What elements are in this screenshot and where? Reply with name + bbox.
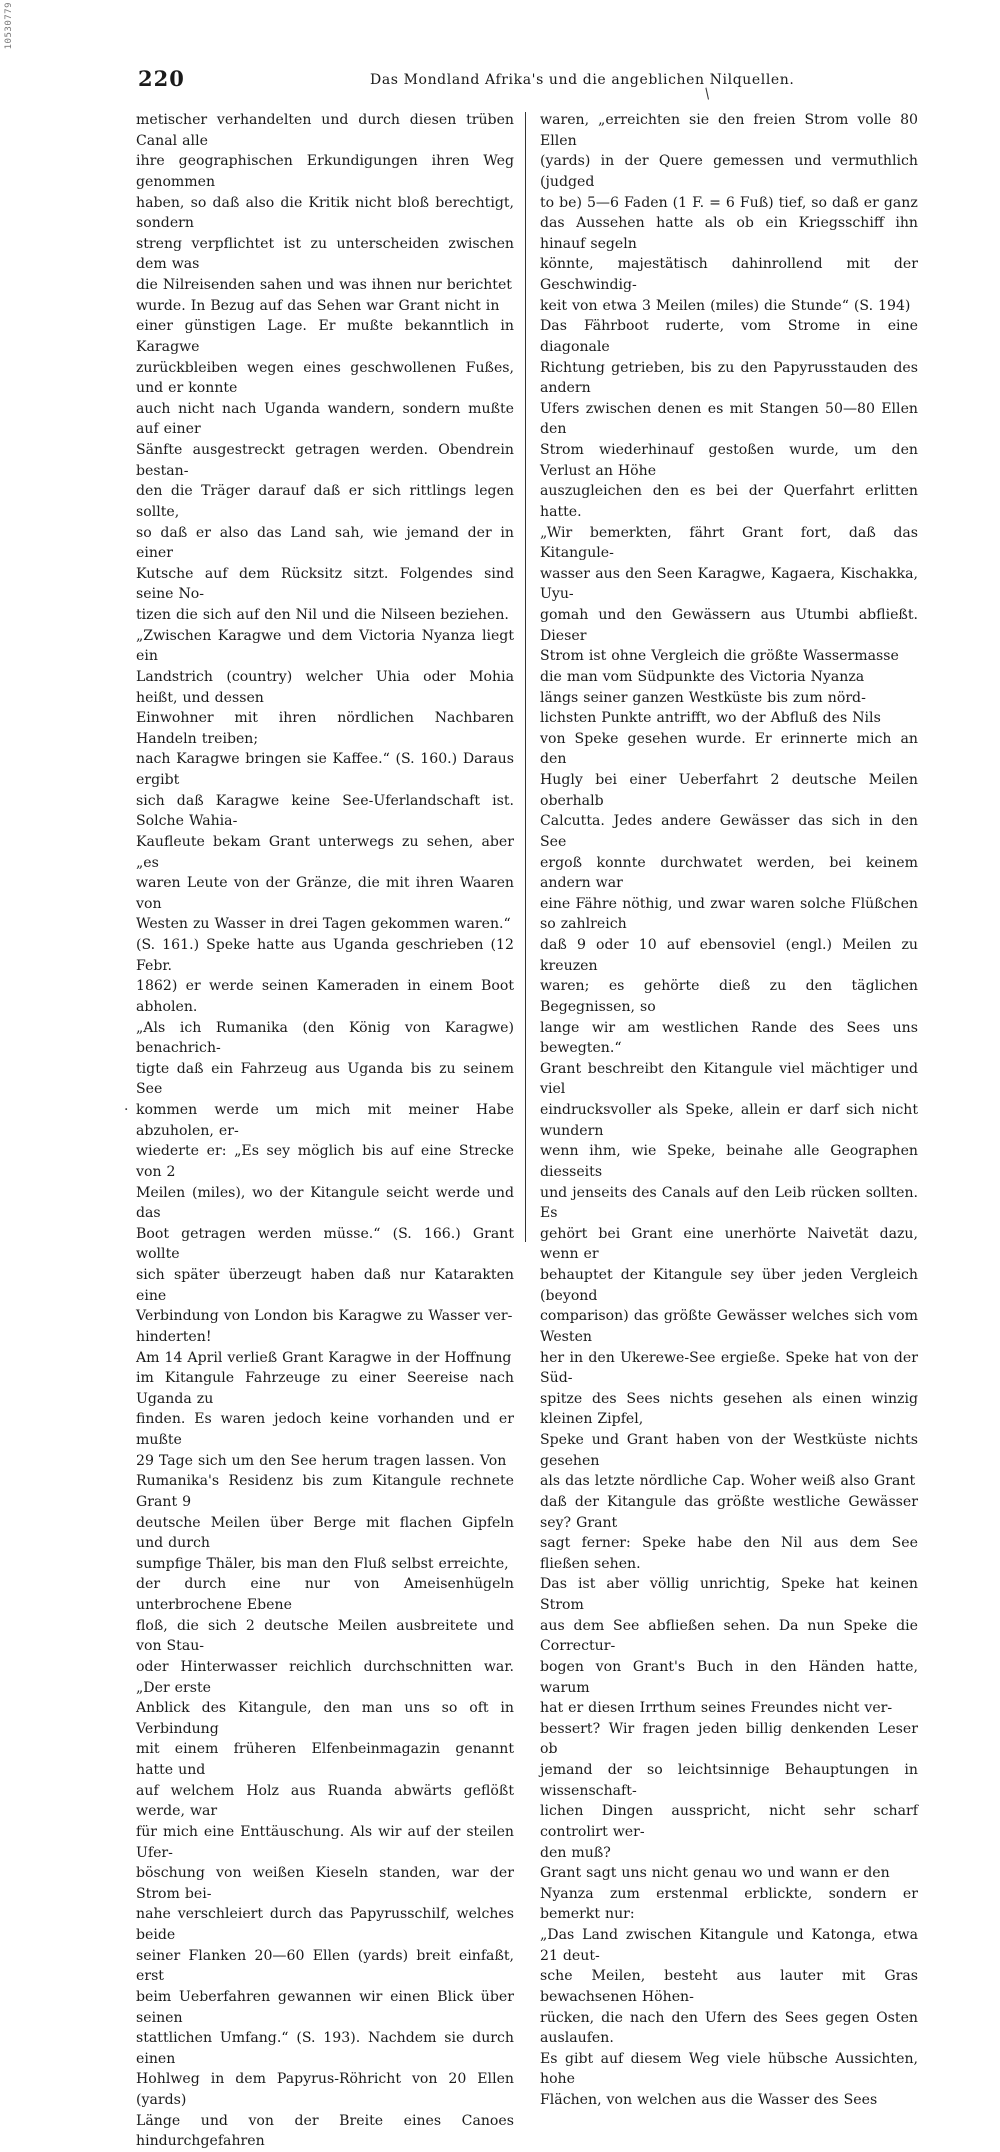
- paragraph: Am 14 April verließ Grant Karagwe in der Hoffnung im Kitangule Fahrzeuge zu einer Seereise nach Uganda zu finden. Es waren jedoch keine vorhanden und er mußte 29 Tage sich um den See herum tragen lassen. Von Rumanika's Residenz bis zum Kitangule rechnete Grant 9 deutsche Meilen über Berge mit flachen Gipfeln und durch sumpfige Thäler, bis man den Fluß selbst erreichte, der durch eine nur von Ameisenhügeln unterbrochene Ebene floß, die sich 2 deutsche Meilen ausbreitete und von Stau- oder Hinterwasser reichlich durchschnitten war. „Der erste Anblick des Kitangule, den man uns so oft in Verbindung mit einem früheren Elfenbeinmagazin genannt hatte und auf welchem Holz aus Ruanda abwärts geflößt werde, war für mich eine Enttäuschung. Als wir auf der steilen Ufer- böschung von weißen Kieseln standen, war der Strom bei- nahe verschleiert durch das Papyrusschilf, welches beide seiner Flanken 20—60 Ellen (yards) breit einfaßt, erst beim Ueberfahren gewannen wir einen Blick über seinen stattlichen Umfang.“ (S. 193). Nachdem sie durch einen Hohlweg in dem Papyrus-Röhricht von 20 Ellen (yards) Länge und von der Breite eines Canoes hindurchgefahren: [136, 1349, 514, 2150]
- margin-dot-mark: ·: [124, 1102, 129, 1118]
- running-title: Das Mondland Afrika's und die angeblichen Nilquellen.: [370, 72, 795, 88]
- right-column: [540, 110, 918, 2111]
- paragraph: „Zwischen Karagwe und dem Victoria Nyanza liegt ein Landstrich (country) welcher Uhia oder Mohia heißt, und dessen Einwohner mit ihren nördlichen Nachbaren Handeln treiben; nach Karagwe bringen sie Kaffee.“ (S. 160.) Daraus ergibt sich daß Karagwe keine See-Uferlandschaft ist. Solche Wahia- Kaufleute bekam Grant unterwegs zu sehen, aber „es waren Leute von der Gränze, die mit ihren Waaren von Westen zu Wasser in drei Tagen gekommen waren.“ (S. 161.) Speke hatte aus Uganda geschrieben (12 Febr. 1862) er werde seinen Kameraden in einem Boot abholen. „Als ich Rumanika (den König von Karagwe) benachrich- tigte daß ein Fahrzeug aus Uganda bis zu seinem See kommen werde um mich mit meiner Habe abzuholen, er- wiederte er: „Es sey möglich bis auf eine Strecke von 2 Meilen (miles), wo der Kitangule seicht werde und das Boot getragen werden müsse.“ (S. 166.) Grant wollte sich später überzeugt haben daß nur Katarakten eine Verbindung von London bis Karagwe zu Wasser ver- hinderten!: [136, 627, 514, 1345]
- paragraph: waren, „erreichten sie den freien Strom volle 80 Ellen (yards) in der Quere gemessen und vermuthlich (judged to be) 5—6 Faden (1 F. = 6 Fuß) tief, so daß er ganz das Aussehen hatte als ob ein Kriegsschiff ihn hinauf segeln könnte, majestätisch dahinrollend mit der Geschwindig- keit von etwa 3 Meilen (miles) die Stunde“ (S. 194) Das Fährboot ruderte, vom Strome in eine diagonale Richtung getrieben, bis zu den Papyrusstauden des andern Ufers zwischen denen es mit Stangen 50—80 Ellen den Strom wiederhinauf gestoßen wurde, um den Verlust an Höhe auszugleichen den es bei der Querfahrt erlitten hatte. „Wir bemerkten, fährt Grant fort, daß das Kitangule- wasser aus den Seen Karagwe, Kagaera, Kischakka, Uyu- gomah und den Gewässern aus Utumbi abfließt. Dieser Strom ist ohne Vergleich die größte Wassermasse die man vom Südpunkte des Victoria Nyanza längs seiner ganzen Westküste bis zum nörd- lichsten Punkte antrifft, wo der Abfluß des Nils von Speke gesehen wurde. Er erinnerte mich an den Hugly bei einer Ueberfahrt 2 deutsche Meilen oberhalb Calcutta. Jedes andere Gewässer das sich in den See ergoß konnte durchwatet werden, bei keinem andern war eine Fähre nöthig, und zwar waren solche Flüßchen so zahlreich daß 9 oder 10 auf ebensoviel (engl.) Meilen zu kreuzen waren; es gehörte dieß zu den täglichen Begegnissen, so lange wir am westlichen Rande des Sees uns bewegten.“ Grant beschreibt den Kitangule viel mächtiger und viel eindrucksvoller als Speke, allein er darf sich nicht wundern wenn ihm, wie Speke, beinahe alle Geographen diesseits und jenseits des Canals auf den Leib rücken sollten. Es gehört bei Grant eine unerhörte Naivetät dazu, wenn er behauptet der Kitangule sey über jeden Vergleich (beyond comparison) das größte Gewässer welches sich vom Westen her in den Ukerewe-See ergieße. Speke hat von der Süd- spitze des Sees nichts gesehen als einen winzig kleinen Zipfel, Speke und Grant haben von der Westküste nichts gesehen als das letzte nördliche Cap. Woher weiß also Grant daß der Kitangule das größte westliche Gewässer sey? Grant sagt ferner: Speke habe den Nil aus dem See fließen sehen. Das ist aber völlig unrichtig, Speke hat keinen Strom aus dem See abfließen sehen. Da nun Speke die Correctur- bogen von Grant's Buch in den Händen hatte, warum hat er diesen Irrthum seines Freundes nicht ver- bessert? Wir fragen jeden billig denkenden Leser ob jemand der so leichtsinnige Behauptungen in wissenschaft- lichen Dingen ausspricht, nicht sehr scharf controlirt wer- den muß?: [540, 112, 918, 1861]
- paragraph: metischer verhandelten und durch diesen trüben Canal alle ihre geographischen Erkundigungen ihren Weg genommen haben, so daß also die Kritik nicht bloß berechtigt, sondern streng verpflichtet ist zu unterscheiden zwischen dem was die Nilreisenden sahen und was ihnen nur berichtet wurde. In Bezug auf das Sehen war Grant nicht in einer günstigen Lage. Er mußte bekanntlich in Karagwe zurückbleiben wegen eines geschwollenen Fußes, und er konnte auch nicht nach Uganda wandern, sondern mußte auf einer Sänfte ausgestreckt getragen werden. Obendrein bestan- den die Träger darauf daß er sich rittlings legen sollte, so daß er also das Land sah, wie jemand der in einer Kutsche auf dem Rücksitz sitzt. Folgendes sind seine No- tizen die sich auf den Nil und die Nilseen beziehen.: [136, 112, 514, 623]
- left-column: [136, 110, 514, 2152]
- page-number: 220: [138, 66, 185, 91]
- margin-pencil-mark: /: [701, 85, 714, 103]
- page-header: [138, 66, 926, 96]
- paragraph: Grant sagt uns nicht genau wo und wann er den Nyanza zum erstenmal erblickte, sondern er bemerkt nur: „Das Land zwischen Kitangule und Katonga, etwa 21 deut- sche Meilen, besteht aus lauter mit Gras bewachsenen Höhen- rücken, die nach den Ufern des Sees gegen Osten auslaufen. Es gibt auf diesem Weg viele hübsche Aussichten, hohe Flächen, von welchen aus die Wasser des Sees: [540, 1865, 918, 2108]
- scan-identifier: 10530779: [4, 2, 14, 50]
- column-divider: [525, 112, 526, 1242]
